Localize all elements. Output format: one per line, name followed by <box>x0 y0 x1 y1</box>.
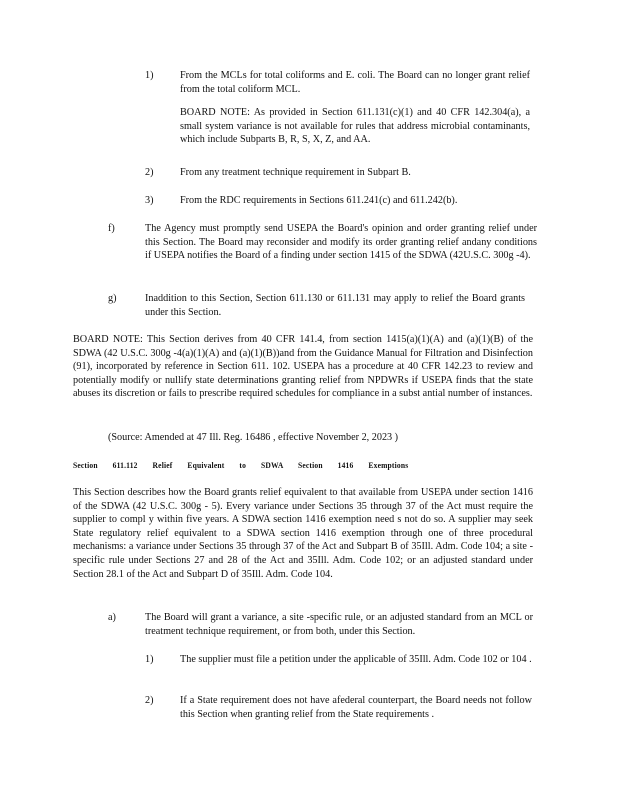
item-1 <box>180 69 530 147</box>
item-3-text: From the RDC requirements in Sections 611.241(c) and 611.242(b). <box>180 195 458 206</box>
item-2-text: From any treatment technique requirement in Subpart B. <box>180 167 411 178</box>
item-a1-label: 1) <box>145 654 154 665</box>
intro-paragraph <box>73 486 533 581</box>
item-f <box>145 222 537 263</box>
item-g <box>145 292 525 319</box>
section-heading: Section 611.112 Relief Equivalent to SDWA Section 1416 Exemptions <box>73 461 409 470</box>
item-a2-label: 2) <box>145 695 154 706</box>
item-3-label: 3) <box>145 195 154 206</box>
item-a1 <box>180 653 532 667</box>
board-note <box>73 333 533 401</box>
item-g-text: Inaddition to this Section, Section 611.130 or 611.131 may apply to relief the Board grants under this Section. <box>145 293 525 318</box>
item-2 <box>180 166 530 180</box>
item-a1-text: The supplier must file a petition under the applicable of 35Ill. Adm. Code 102 or 104 . <box>180 654 532 665</box>
item-a-label: a) <box>108 612 116 623</box>
item-a-text: The Board will grant a variance, a site -specific rule, or an adjusted standard from an MCL or treatment technique requirement, or from both, under this Section. <box>145 612 533 637</box>
intro-text: This Section describes how the Board grants relief equivalent to that available from USEPA under section 1416 of the SDWA (42 U.S.C. 300g - 5). Every variance under Sections 35 through 37 of the Act must require the supplier to compl y within five years. A SDWA section 1416 exemption need s not do so. A supplier may seek State regulatory relief equivalent to a SDWA section 1416 exemption through one of three procedural mechanisms: a variance under Sections 35 through 37 of the Act and Subpart B of 35Ill. Adm. Code 104; a site - specific rule under Sections 27 and 28 of the Act and 35Ill. Adm. Code 102; or an adjusted standard under Section 28.1 of the Act and Subpart D of 35Ill. Adm. Code 104. <box>73 487 533 580</box>
item-a2-text: If a State requirement does not have afederal counterpart, the Board needs not follow this Section when granting relief from the State requirements . <box>180 695 532 720</box>
item-3 <box>180 194 530 208</box>
item-1-board-note: BOARD NOTE: As provided in Section 611.131(c)(1) and 40 CFR 142.304(a), a small system variance is not available for rules that address microbial contaminants, which include Subparts B, R, S, X, Z, and AA. <box>180 107 530 146</box>
source-note-text: (Source: Amended at 47 Ill. Reg. 16486 , effective November 2, 2023 ) <box>108 432 399 443</box>
item-g-label: g) <box>108 293 117 304</box>
item-f-label: f) <box>108 223 115 234</box>
item-2-label: 2) <box>145 167 154 178</box>
item-1-label: 1) <box>145 70 154 81</box>
item-1-text: From the MCLs for total coliforms and E. coli. The Board can no longer grant relief from the total coliform MCL. <box>180 70 530 95</box>
source-note <box>108 431 528 445</box>
board-note-text: BOARD NOTE: This Section derives from 40 CFR 141.4, from section 1415(a)(1)(A) and (a)(1)(B) of the SDWA (42 U.S.C. 300g -4(a)(1)(A) and (a)(1)(B))and from the Guidance Manual for Filtration and Disinfection (91), incorporated by reference in Section 611. 102. USEPA has a procedure at 40 CFR 142.23 to review and potentially modify or nullify state determinations granting relief from NPDWRs if USEPA finds that the state abuses its discretion or fails to prescribe required schedules for compliance in a subst antial number of instances. <box>73 334 533 400</box>
item-f-text: The Agency must promptly send USEPA the Board's opinion and order granting relief under this Section. The Board may reconsider and modify its order granting relief andany conditions if USEPA notifies the Board of a finding under section 1415 of the SDWA (42U.S.C. 300g -4). <box>145 223 537 262</box>
item-a2 <box>180 694 532 721</box>
item-a <box>145 611 533 638</box>
